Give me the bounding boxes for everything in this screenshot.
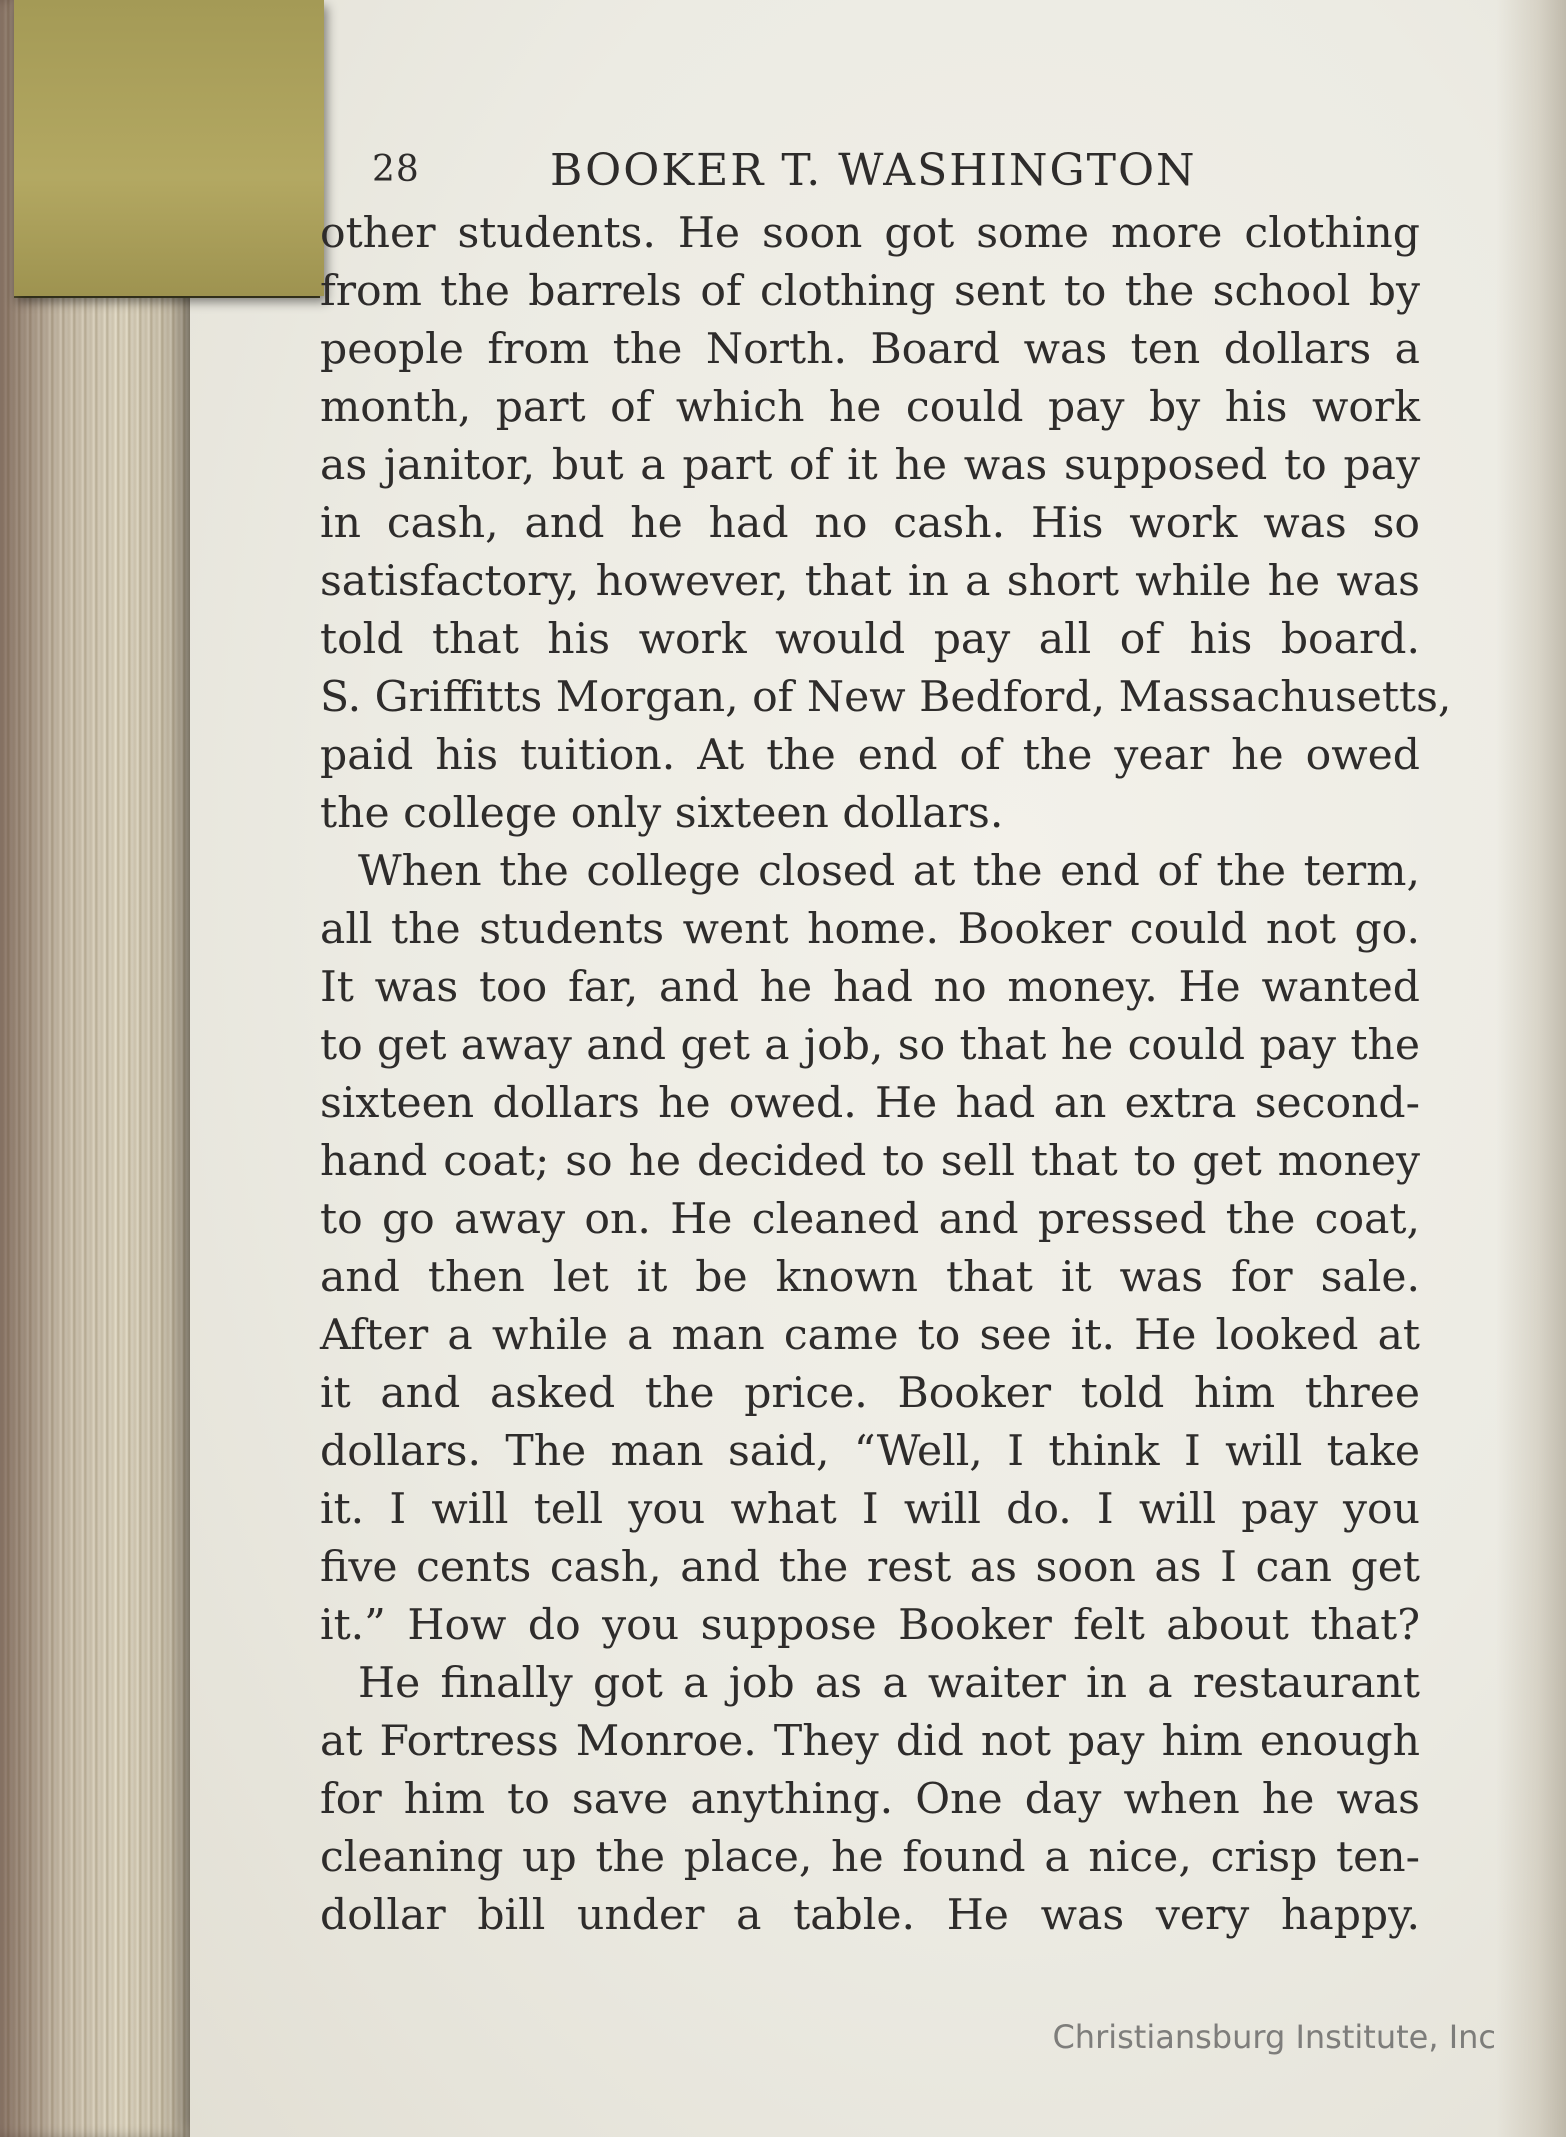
text-line: hand coat; so he decided to sell that to get money [320, 1137, 1420, 1186]
text-line: sixteen dollars he owed. He had an extra second- [320, 1079, 1420, 1128]
text-line: cleaning up the place, he found a nice, crisp ten- [320, 1833, 1420, 1882]
text-line: the college only sixteen dollars. [320, 789, 1004, 838]
text-line: it.” How do you suppose Booker felt about that? [320, 1601, 1420, 1650]
paragraph-3 [320, 1655, 1420, 1945]
text-line: S. Griffitts Morgan, of New Bedford, Massachusetts, [320, 673, 1452, 722]
text-line: for him to save anything. One day when he was [320, 1775, 1420, 1824]
text-line: in cash, and he had no cash. His work was so [320, 499, 1420, 548]
text-line: all the students went home. Booker could not go. [320, 905, 1420, 954]
text-line: to get away and get a job, so that he could pay the [320, 1021, 1420, 1070]
text-line: satisfactory, however, that in a short while he was [320, 557, 1420, 606]
text-line: month, part of which he could pay by his work [320, 383, 1420, 432]
watermark: Christiansburg Institute, Inc [1052, 2018, 1496, 2056]
text-line: from the barrels of clothing sent to the school by [320, 267, 1420, 316]
page-header [320, 135, 1420, 205]
text-line: it and asked the price. Booker told him three [320, 1369, 1420, 1418]
text-line: as janitor, but a part of it he was supposed to pay [320, 441, 1420, 490]
text-line: it. I will tell you what I will do. I will pay you [320, 1485, 1420, 1534]
text-line: dollar bill under a table. He was very happy. [320, 1891, 1420, 1940]
running-title: BOOKER T. WASHINGTON [550, 145, 1197, 196]
text-line: told that his work would pay all of his board. [320, 615, 1420, 664]
page-right-edge-shading [1496, 0, 1566, 2137]
text-line: five cents cash, and the rest as soon as I can get [320, 1543, 1420, 1592]
text-line: to go away on. He cleaned and pressed the coat, [320, 1195, 1420, 1244]
text-line: He finally got a job as a waiter in a restaurant [358, 1659, 1420, 1708]
text-line: After a while a man came to see it. He looked at [320, 1311, 1420, 1360]
text-line: When the college closed at the end of the term, [358, 847, 1420, 896]
page-stack-edges [0, 0, 200, 2137]
green-bookmark [14, 0, 324, 296]
text-line: people from the North. Board was ten dollars a [320, 325, 1420, 374]
text-line: other students. He soon got some more clothing [320, 209, 1420, 258]
text-line: dollars. The man said, “Well, I think I will take [320, 1427, 1420, 1476]
page-text-block [320, 135, 1452, 1945]
text-line: and then let it be known that it was for sale. [320, 1253, 1420, 1302]
page-number: 28 [372, 149, 420, 190]
text-line: paid his tuition. At the end of the year he owed [320, 731, 1420, 780]
text-line: at Fortress Monroe. They did not pay him enough [320, 1717, 1420, 1766]
paragraph-1 [320, 205, 1452, 843]
paragraph-2 [320, 843, 1420, 1655]
text-line: It was too far, and he had no money. He wanted [320, 963, 1420, 1012]
